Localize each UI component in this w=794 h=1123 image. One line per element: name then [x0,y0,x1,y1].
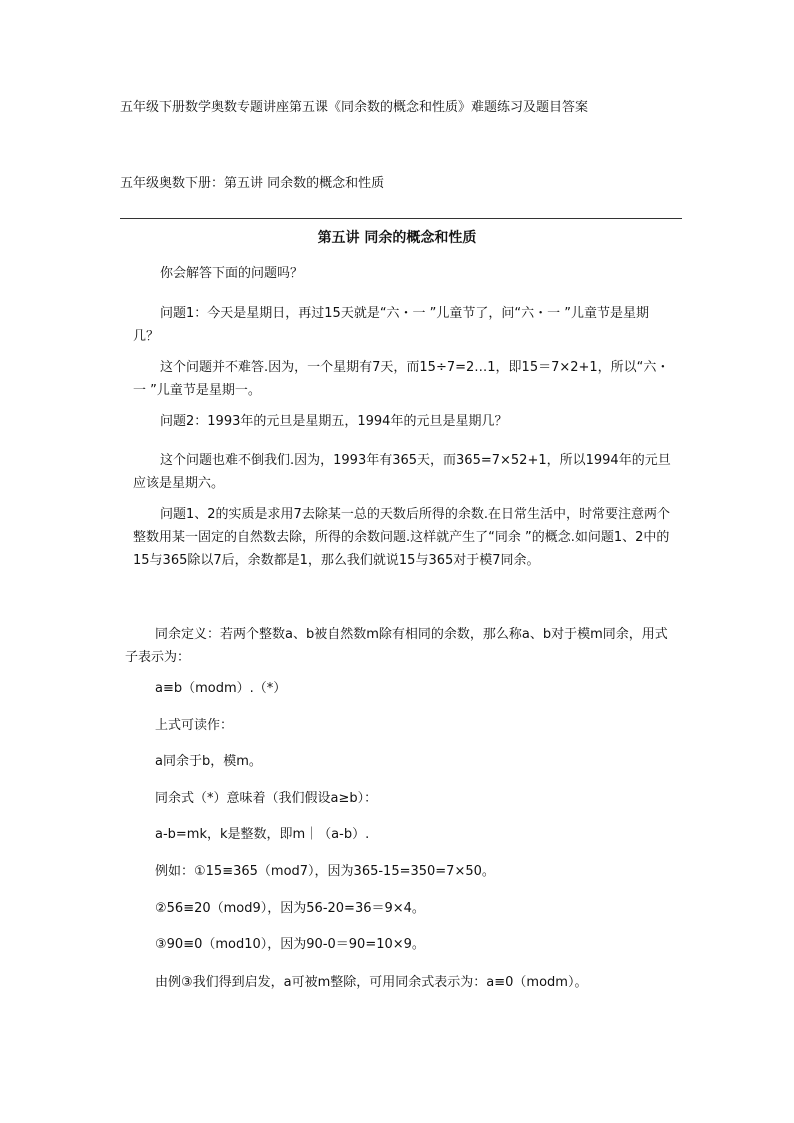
example-3: ③90≡0（mod10），因为90-0＝90=10×9。 [155,937,425,952]
read-as-label: 上式可读作： [155,718,234,733]
document-title: 五年级下册数学奥数专题讲座第五课《同余数的概念和性质》难题练习及题目答案 [120,100,589,115]
meaning-formula: a-b=mk，k是整数，即m｜（a-b）. [155,827,370,842]
example-1: 例如：①15≡365（mod7），因为365-15=350=7×50。 [155,864,495,879]
conclusion-text: 由例③我们得到启发，a可被m整除，可用同余式表示为：a≡0（modm）。 [155,975,588,990]
meaning-text: 同余式（*）意味着（我们假设a≥b）： [155,791,378,806]
question-2: 问题2：1993年的元旦是星期五，1994年的元旦是星期几？ [160,414,508,429]
example-2: ②56≡20（mod9），因为56-20=36＝9×4。 [155,901,425,916]
divider-rule [120,218,682,219]
answer-1: 这个问题并不难答.因为，一个星期有7天，而15÷7=2…1，即15＝7×2+1，所以“六・一 ”儿童节是星期一。 [133,360,670,398]
definition-paragraph: 同余定义：若两个整数a、b被自然数m除有相同的余数，那么称a、b对于模m同余，用式子表示为： [125,627,668,665]
question-1: 问题1：今天是星期日，再过15天就是“六・一 ”儿童节了，问“六・一 ”儿童节是星期几？ [133,306,650,344]
read-as-text: a同余于b，模m。 [155,754,262,769]
essence-paragraph: 问题1、2的实质是求用7去除某一总的天数后所得的余数.在日常生活中，时常要注意两个整数用某一固定的自然数去除，所得的余数问题.这样就产生了“同余 ”的概念.如问题1、2中的15与365除以7后，余数都是1，那么我们就说15与365对于模7同余。 [133,507,670,568]
intro-paragraph: 你会解答下面的问题吗？ [160,266,304,281]
congruence-formula: a≡b（modm）.（*） [155,681,287,696]
document-subtitle: 五年级奥数下册：第五讲 同余数的概念和性质 [120,176,385,191]
answer-2: 这个问题也难不倒我们.因为，1993年有365天，而365=7×52+1，所以1994年的元旦应该是星期六。 [133,453,671,491]
lecture-heading: 第五讲 同余的概念和性质 [317,230,477,246]
